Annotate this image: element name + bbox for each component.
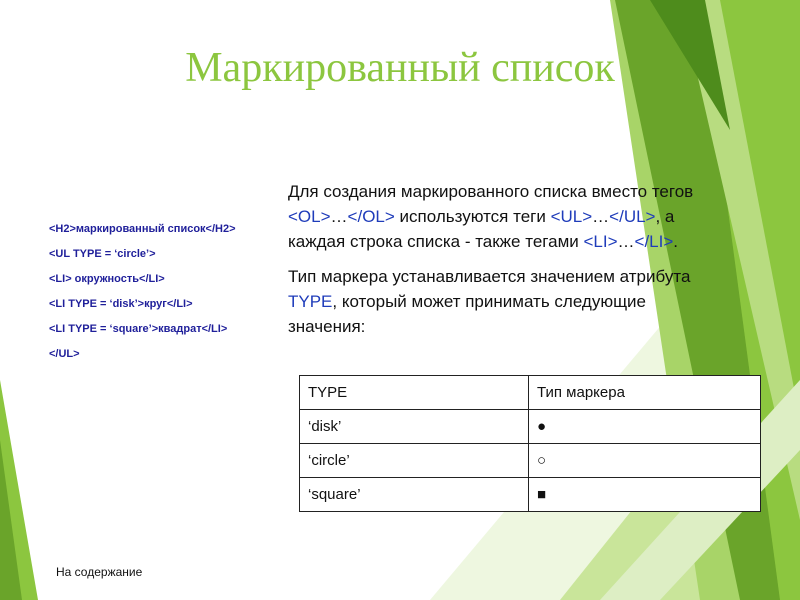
page-title: Маркированный список: [185, 45, 615, 91]
type-value: ‘disk’: [300, 410, 529, 444]
html-code-example: [49, 222, 279, 372]
attribute-type: TYPE: [288, 292, 333, 311]
code-line: <LI TYPE = ‘disk’>круг</LI>: [49, 298, 193, 310]
tag-li-close: </LI>: [634, 232, 674, 251]
description-text: [288, 179, 728, 349]
table-header-row: [300, 376, 761, 410]
paragraph-list-tags: Для создания маркированного списка вместо тегов <OL>…</OL> используются теги <UL>…</UL>, а каждая строка списка - также тегами <LI>…</LI>.: [288, 182, 694, 251]
code-line: <H2>маркированный список</H2>: [49, 223, 236, 235]
header-marker-type: Тип маркера: [529, 376, 761, 410]
marker-symbol: ○: [529, 444, 761, 478]
tag-li-open: <LI>: [583, 232, 618, 251]
tag-ol-close: </OL>: [347, 207, 395, 226]
marker-types-table: [299, 375, 761, 512]
table-row: [300, 410, 761, 444]
code-line: <UL TYPE = ‘circle’>: [49, 248, 156, 260]
type-value: ‘square’: [300, 478, 529, 512]
marker-symbol: ■: [529, 478, 761, 512]
code-line: <LI TYPE = ‘square’>квадрат</LI>: [49, 323, 228, 335]
tag-ul-close: </UL>: [609, 207, 656, 226]
back-to-contents-link[interactable]: На содержание: [56, 565, 143, 579]
header-type: TYPE: [300, 376, 529, 410]
type-value: ‘circle’: [300, 444, 529, 478]
tag-ol-open: <OL>: [288, 207, 331, 226]
table-row: [300, 478, 761, 512]
code-line: </UL>: [49, 348, 80, 360]
paragraph-marker-type: Тип маркера устанавливается значением атрибута TYPE, который может принимать следующие значения:: [288, 267, 691, 336]
code-line: <LI> окружность</LI>: [49, 273, 165, 285]
tag-ul-open: <UL>: [550, 207, 593, 226]
table-row: [300, 444, 761, 478]
marker-symbol: ●: [529, 410, 761, 444]
